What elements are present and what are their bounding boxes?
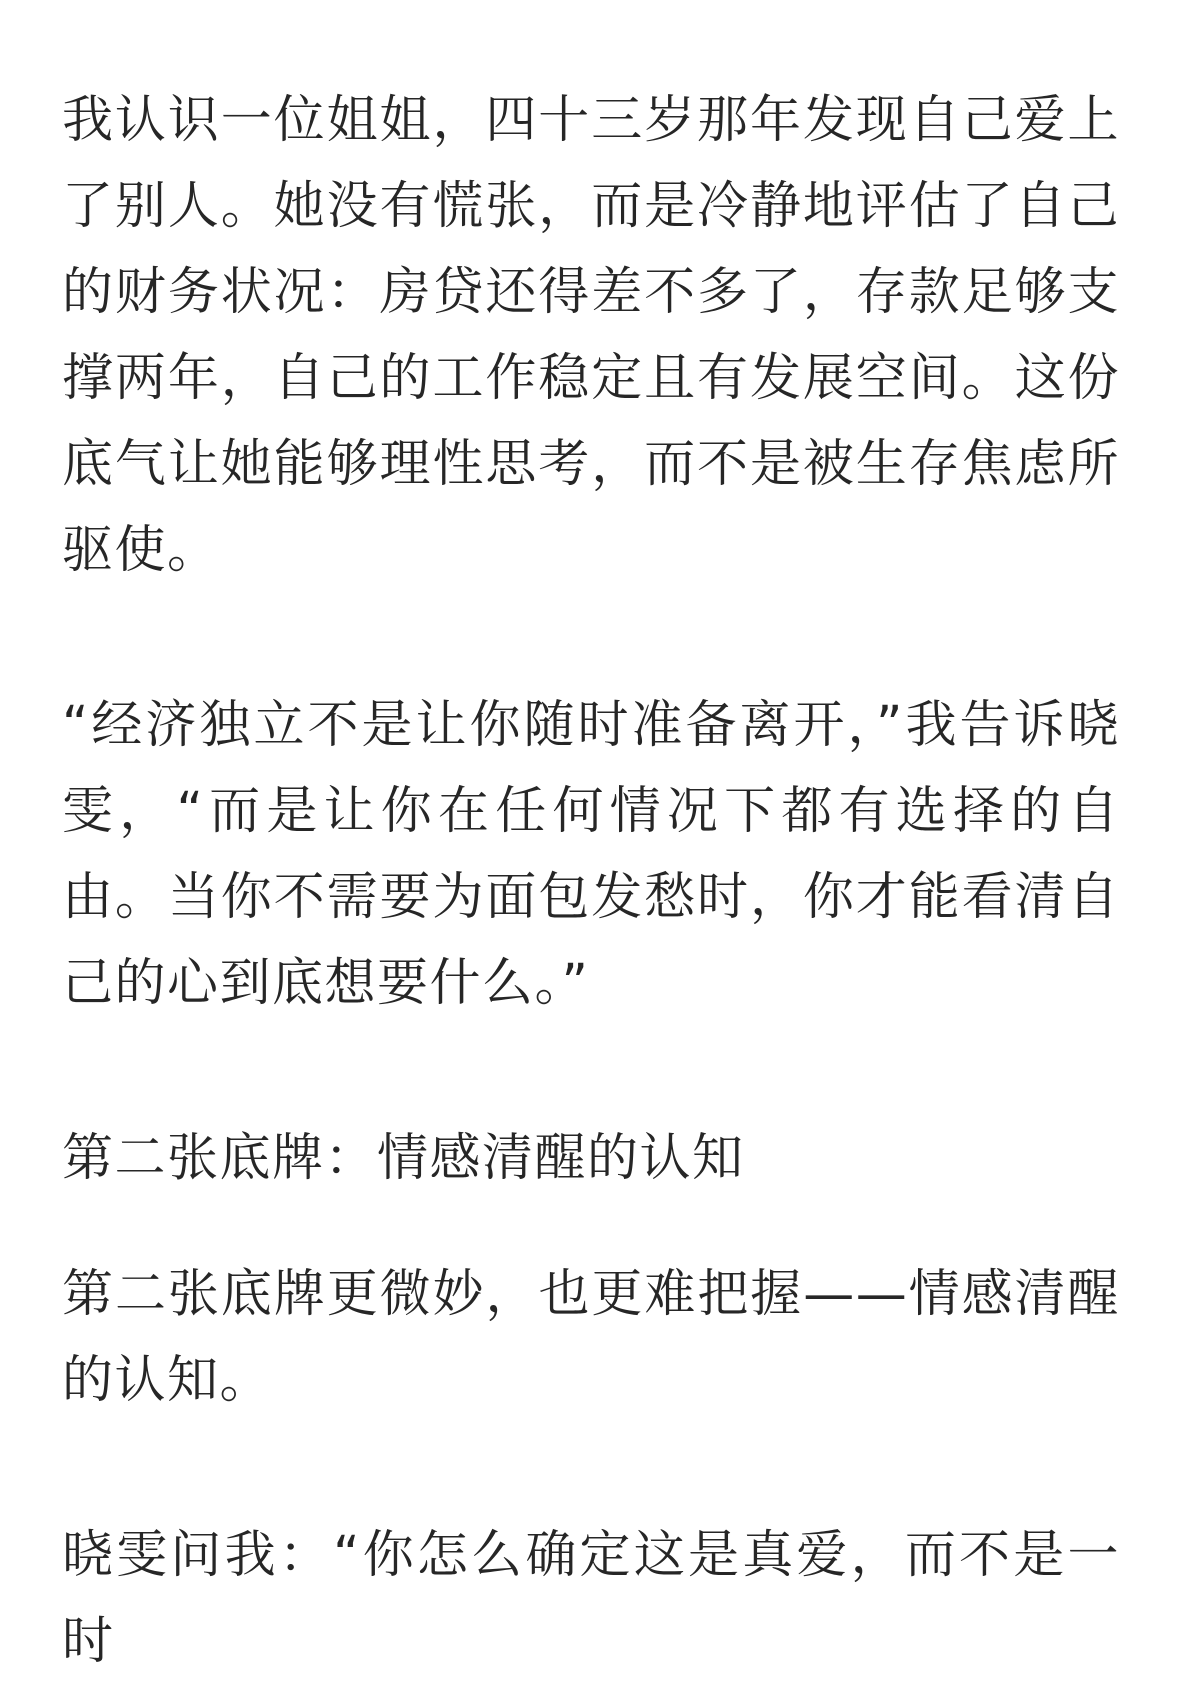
paragraph-spacer	[62, 1424, 1120, 1513]
paragraph-spacer	[62, 1027, 1120, 1116]
paragraph-question: 晓雯问我：“你怎么确定这是真爱，而不是一时	[62, 1526, 1120, 1671]
paragraph-quote-economic-independence: “经济独立不是让你随时准备离开，”我告诉晓雯，“而是让你在任何情况下都有选择的自由。当你不需要为面包发愁时，你才能看清自己的心到底想要什么。”	[62, 696, 1120, 1013]
article-body	[62, 78, 1120, 1685]
paragraph-financial-assessment: 我认识一位姐姐，四十三岁那年发现自己爱上了别人。她没有慌张，而是冷静地评估了自己的财务状况：房贷还得差不多了，存款足够支撑两年，自己的工作稳定且有发展空间。这份底气让她能够理性思考，而不是被生存焦虑所驱使。	[62, 91, 1120, 580]
paragraph-spacer	[62, 594, 1120, 683]
paragraph-emotional-clarity: 第二张底牌更微妙，也更难把握——情感清醒的认知。	[62, 1265, 1120, 1410]
section-heading: 第二张底牌：情感清醒的认知	[62, 1129, 745, 1188]
